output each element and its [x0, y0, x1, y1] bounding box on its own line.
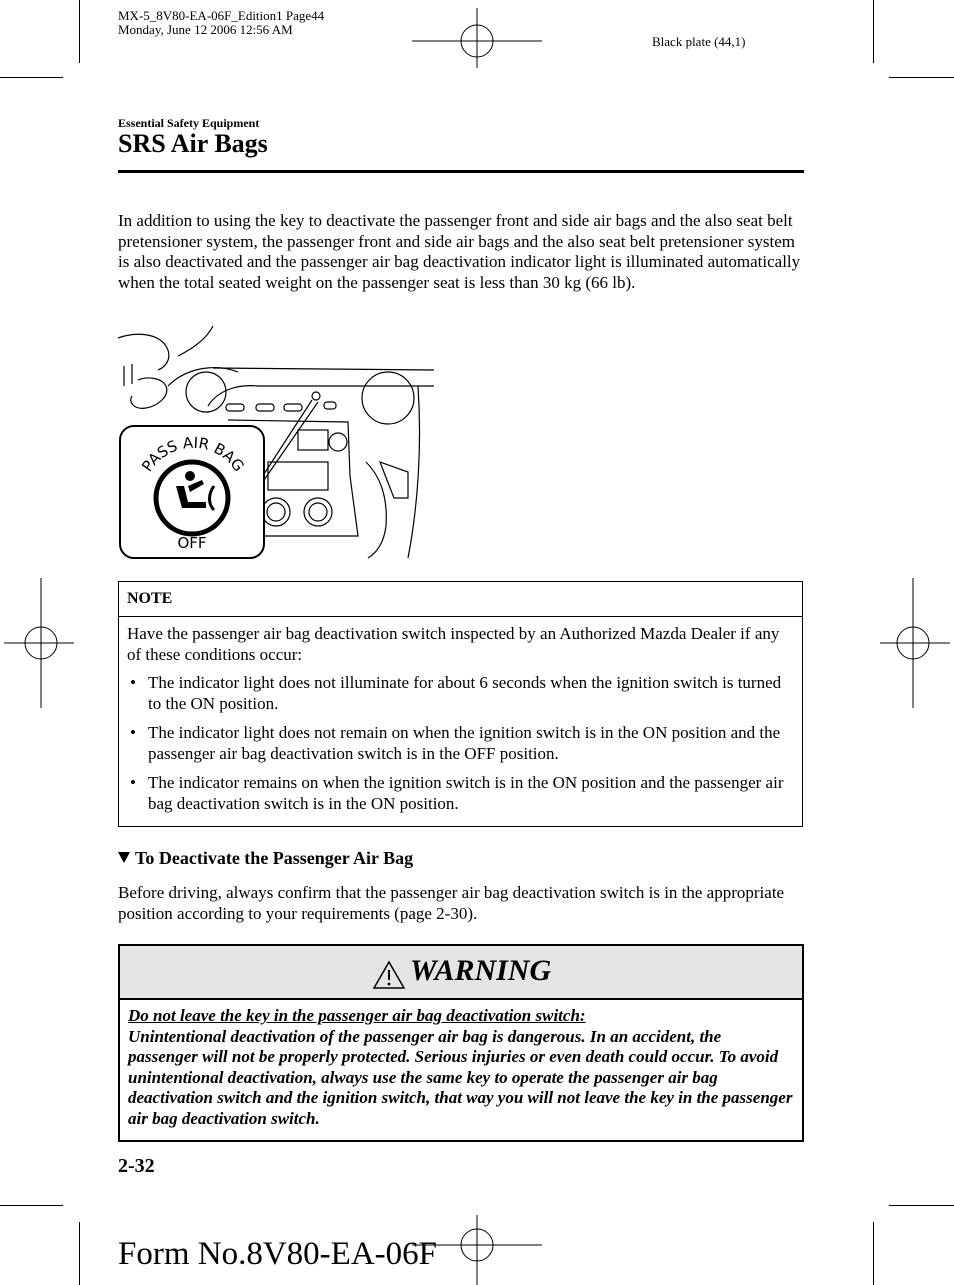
- list-item: • The indicator light does not illuminate for about 6 seconds when the ignition switch is turned to the ON position.: [127, 673, 794, 714]
- plate-label: Black plate (44,1): [652, 34, 746, 49]
- warning-title: WARNING: [410, 954, 552, 987]
- warning-triangle-icon: [372, 960, 406, 990]
- registration-mark-right: [880, 578, 950, 708]
- page-title: SRS Air Bags: [118, 129, 268, 158]
- crop-mark: [873, 1222, 874, 1285]
- crop-mark: [889, 77, 954, 78]
- form-number: Form No.8V80-EA-06F: [118, 1236, 437, 1272]
- triangle-bullet-icon: [118, 852, 130, 863]
- note-heading: NOTE: [127, 590, 173, 607]
- note-body: [127, 624, 794, 823]
- note-box: [118, 581, 803, 827]
- warning-text: Unintentional deactivation of the passenger air bag is dangerous. In an accident, the passenger will not be properly protected. Serious injuries or even death could occur. To avoid unintentional deactivation, always use the same key to operate the passenger air bag deactivation switch and the ignition switch, that way you will not leave the key in the passenger air bag deactivation switch.: [128, 1026, 793, 1128]
- title-rule: [118, 170, 804, 173]
- crop-mark: [889, 1205, 954, 1206]
- registration-mark-left: [4, 578, 74, 708]
- subsection-title: To Deactivate the Passenger Air Bag: [135, 848, 414, 868]
- subsection-heading: [118, 848, 413, 869]
- note-list: [127, 673, 794, 814]
- section-label: Essential Safety Equipment: [118, 116, 260, 130]
- crop-mark: [79, 0, 80, 63]
- warning-header: [120, 946, 802, 1000]
- indicator-label-bottom: OFF: [177, 534, 207, 552]
- crop-mark: [0, 77, 63, 78]
- dashboard-illustration: [118, 326, 436, 562]
- crop-mark: [873, 0, 874, 63]
- warning-body: [128, 1006, 794, 1129]
- registration-mark-top: [412, 6, 542, 68]
- list-item: • The indicator remains on when the ignition switch is in the ON position and the passenger air bag deactivation switch is in the ON position.: [127, 773, 794, 814]
- note-text: Have the passenger air bag deactivation switch inspected by an Authorized Mazda Dealer if any of these conditions occur:: [127, 624, 780, 664]
- crop-mark: [0, 1205, 63, 1206]
- warning-box: [118, 944, 804, 1142]
- page-number: 2-32: [118, 1155, 155, 1177]
- indicator-label-top: PASS AIR BAG: [138, 433, 248, 475]
- print-file-info: MX-5_8V80-EA-06F_Edition1 Page44 Monday, June 12 2006 12:56 AM: [118, 8, 325, 37]
- warning-lead: Do not leave the key in the passenger air bag deactivation switch:: [128, 1006, 586, 1025]
- crop-mark: [79, 1222, 80, 1285]
- subsection-paragraph: Before driving, always confirm that the passenger air bag deactivation switch is in the appropriate position according to your requirements (page 2-30).: [118, 883, 785, 923]
- list-item: • The indicator light does not remain on when the ignition switch is in the ON position and the passenger air bag deactivation switch is in the OFF position.: [127, 723, 794, 764]
- note-header: [119, 582, 802, 617]
- intro-paragraph: In addition to using the key to deactivate the passenger front and side air bags and the also seat belt pretensioner system, the passenger front and side air bags and the also seat belt pretensioner system is also deactivated and the passenger air bag deactivation indicator light is illuminated automatically when the total seated weight on the passenger seat is less than 30 kg (66 lb).: [118, 211, 801, 292]
